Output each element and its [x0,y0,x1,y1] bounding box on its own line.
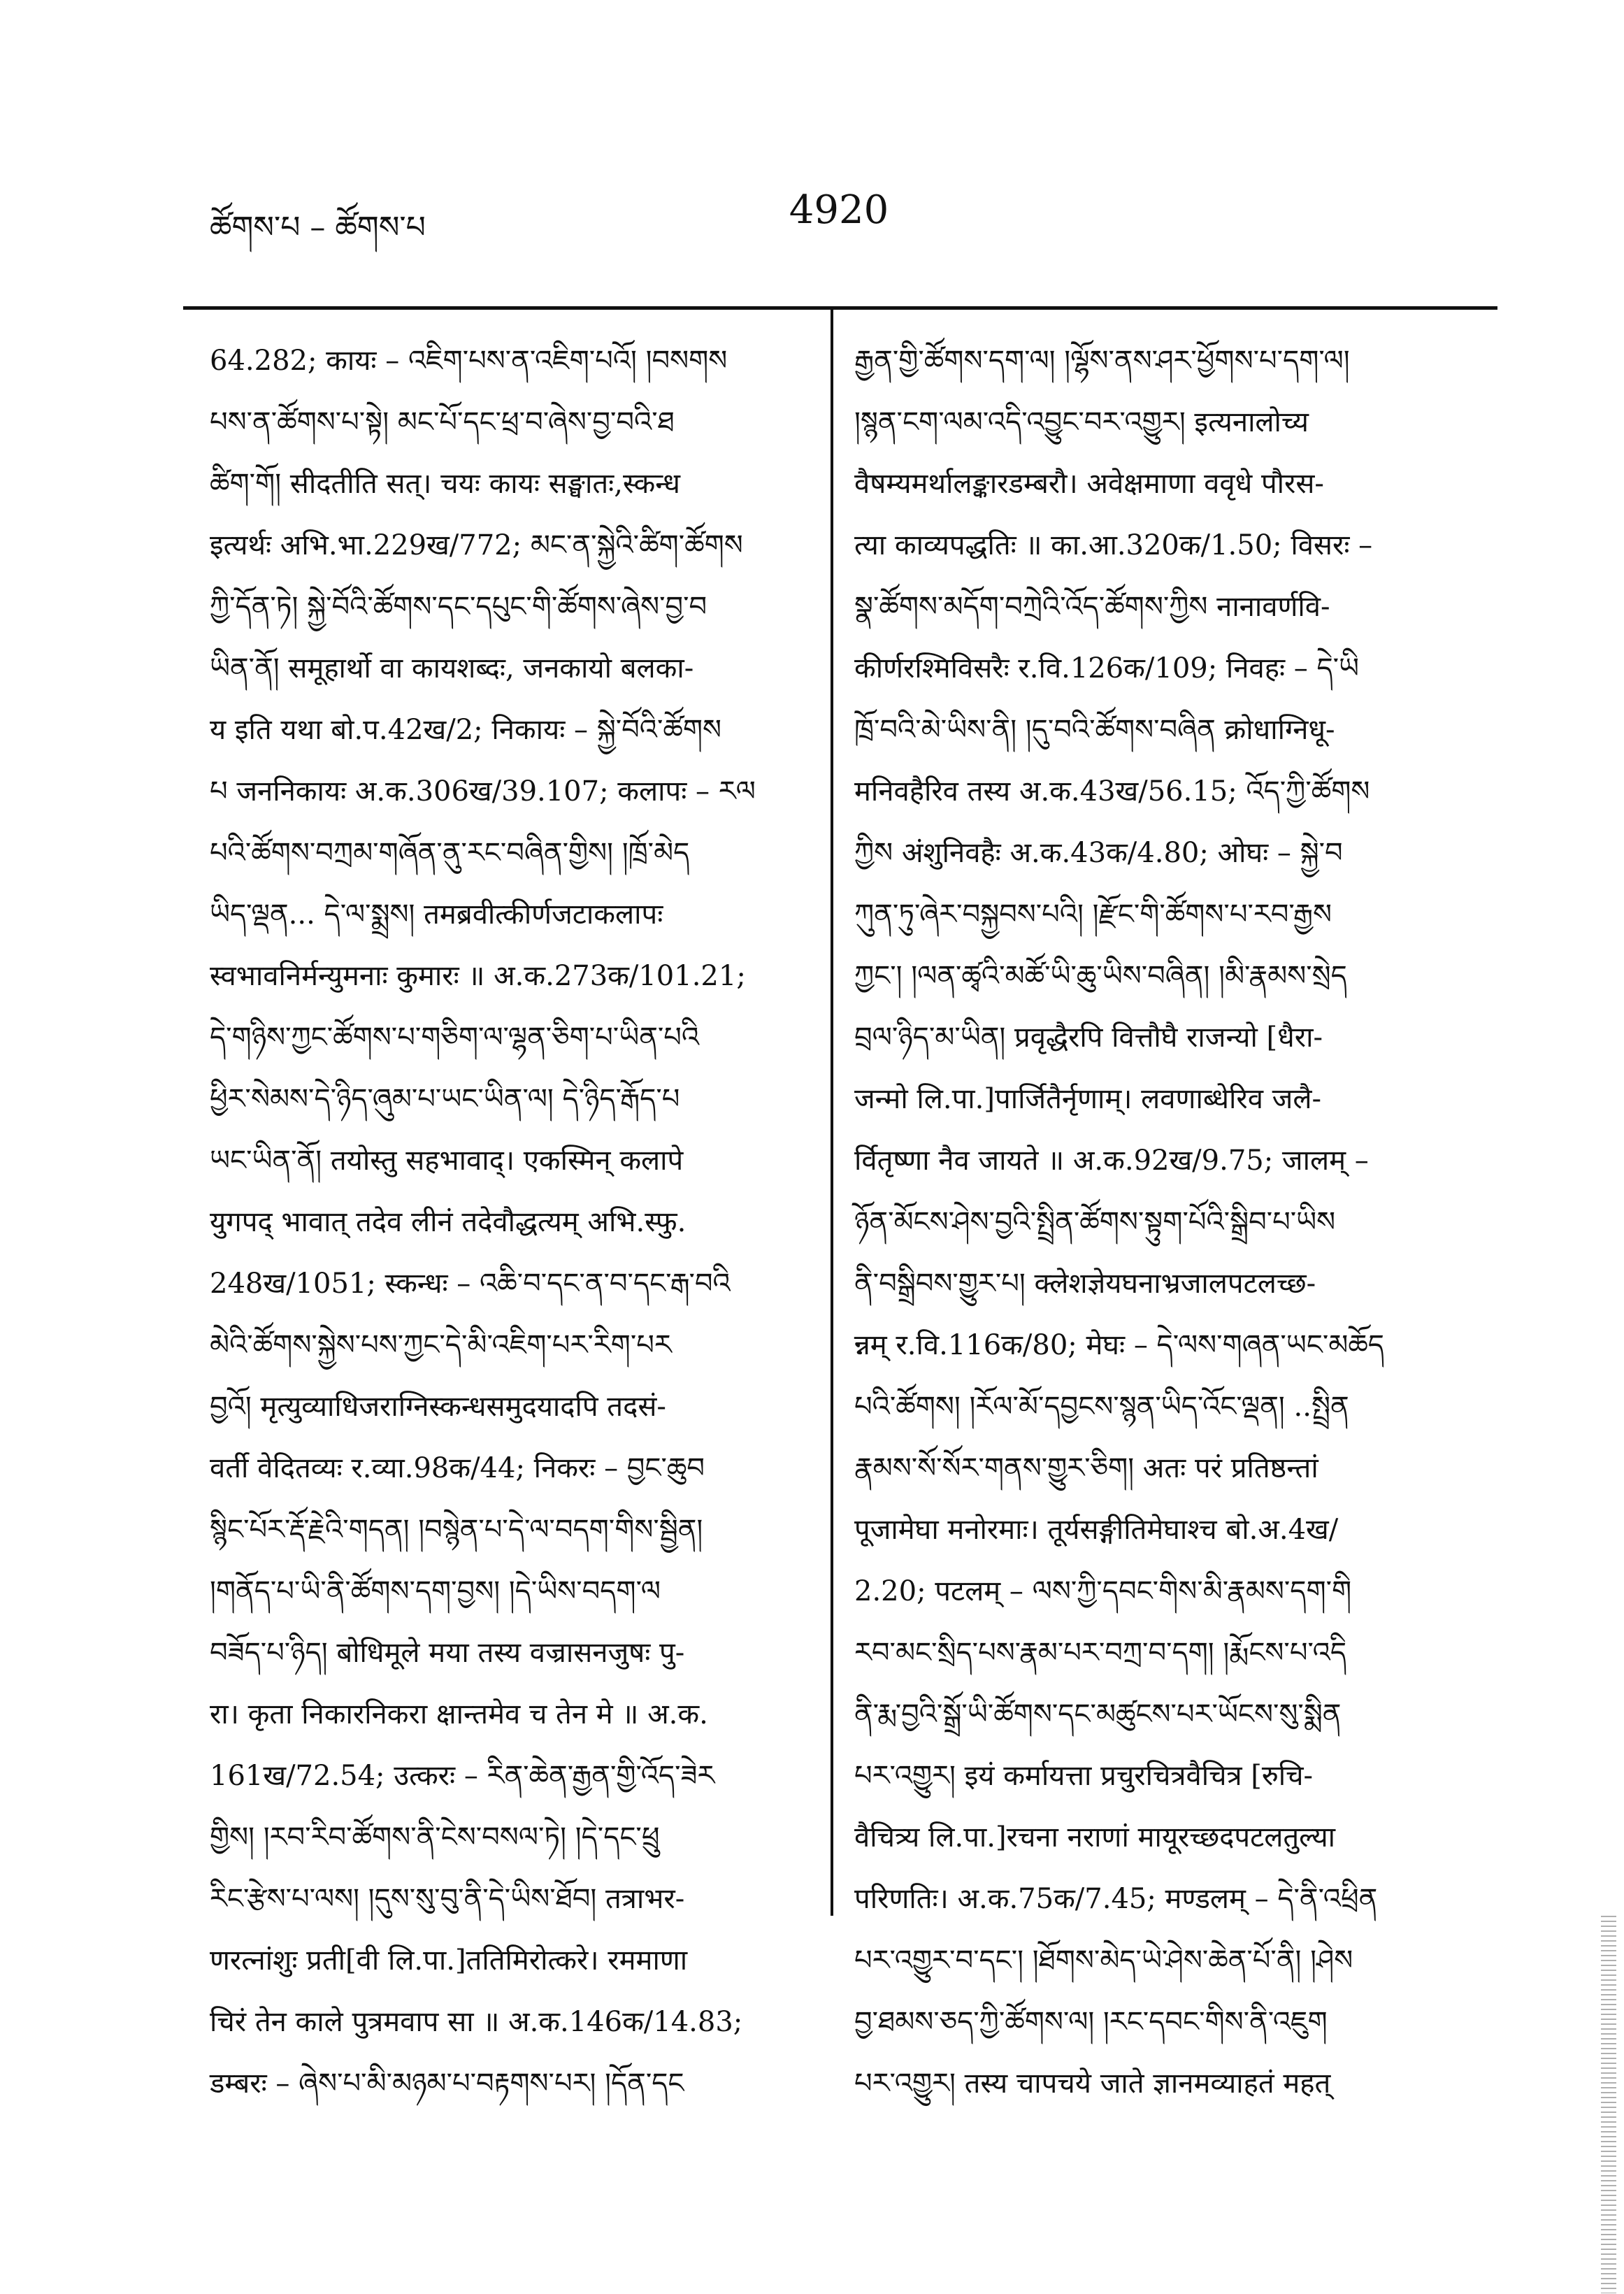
right-column-line: རྣམས་སོ་སོར་གནས་གྱུར་ཅིག། अतः परं प्रतिष्ठन्तां [854,1452,1318,1484]
left-column-line: ཚིག་གོ། सीदतीति सत्। चयः कायः सङ्घातः,स्कन्ध [210,468,680,500]
left-column-line: स्वभावनिर्मन्युमनाः कुमारः ॥ अ.क.273क/101.21; [210,960,746,992]
left-column-line: གྱིས། །རབ་རིབ་ཚོགས་ནི་ངེས་བསལ་ཏེ། །དེ་དང་ཕྲུ [210,1821,660,1854]
left-column-line: युगपद् भावात् तदेव लीनं तदेवौद्धत्यम् अभि.स्फु. [210,1206,687,1238]
right-column-line: བྱ་ཐམས་ཅད་ཀྱི་ཚོགས་ལ། །རང་དབང་གིས་ནི་འཇུག [854,2006,1328,2038]
right-column-line: པར་འགྱུར་བ་དང་། །ཐོགས་མེད་ཡེ་ཤེས་ཆེན་པོ་ནི། །ཤེས [854,1944,1353,1977]
left-column-line: रा। कृता निकारनिकरा क्षान्तमेव च तेन मे ॥ अ.क. [210,1698,708,1730]
left-column-line: 64.282; कायः – འཇིག་པས་ན་འཇིག་པའོ། །བསགས [210,345,728,377]
left-column-line: བྱའོ། मृत्युव्याधिजराग्निस्कन्धसमुदयादपि तदसं- [210,1391,666,1423]
right-column-line: 2.20; पटलम् – ལས་ཀྱི་དབང་གིས་མི་རྣམས་དག་གི [854,1575,1352,1607]
left-column-line: པས་ན་ཚོགས་པ་སྟེ། མང་པོ་དང་ཕྲ་བ་ཞེས་བྱ་བའི་ཐ [210,406,675,438]
right-column [854,330,1476,2100]
left-column-line: 161ख/72.54; उत्करः – རིན་ཆེན་རྒྱན་གྱི་འོད་ཟེར [210,1760,715,1792]
right-column-line: मनिवहैरिव तस्य अ.क.43ख/56.15; འོད་ཀྱི་ཚོགས [854,775,1370,808]
left-column [210,330,811,2100]
scan-edge-mark [1601,1916,1616,2293]
left-column-line: इत्यर्थः अभि.भा.229ख/772; མང་ན་སྐྱེའི་ཚིག་ཚོགས [210,529,743,561]
right-column-line: ཀུན་ཏུ་ཞེར་བསྐྱབས་པའི། །རྫོང་གི་ཚོགས་པ་རབ་རྒྱས [854,898,1332,931]
right-column-line: ནི་རྨ་བྱའི་སྒྲོ་ཡི་ཚོགས་དང་མཚུངས་པར་ཡོངས་སུ་སྨིན [854,1698,1342,1730]
right-column-line: पूजामेघा मनोरमाः। तूर्यसङ्गीतिमेघाश्च बो.अ.4ख/ [854,1514,1339,1546]
right-column-line: ནི་བསྒྲིབས་གྱུར་པ། क्लेशज्ञेयघनाभ्रजालपटलच्छ- [854,1268,1316,1300]
left-column-line: ཡིན་ནོ། समूहार्थो वा कायशब्दः, जनकायो बलका- [210,652,694,684]
left-column-line: य इति यथा बो.प.42ख/2; निकायः – སྐྱེ་བོའི་ཚོགས [210,714,721,746]
running-head: ཚོགས་པ – ཚོགས་པ [210,210,426,245]
left-column-line: 248ख/1051; स्कन्धः – འཆི་བ་དང་ན་བ་དང་རྒ་བའི [210,1268,731,1300]
right-column-line: त्या काव्यपद्धतिः ॥ का.आ.320क/1.50; विसरः – [854,529,1373,561]
right-column-line: སྣ་ཚོགས་མདོག་བཀྲེའི་འོད་ཚོགས་ཀྱིས नानावर्णवि- [854,591,1330,623]
right-column-line: རྒྱན་གྱི་ཚོགས་དག་ལ། །ལྷོས་ནས་ཤར་ཕྱོགས་པ་དག་ལ། [854,345,1350,377]
right-column-line: པར་འགྱུར། इयं कर्मायत्ता प्रचुरचित्रवैचित्र [रुचि- [854,1760,1314,1792]
right-column-line: वैचित्र्य लि.पा.]रचना नराणां मायूरच्छदपटलतुल्या [854,1821,1336,1854]
right-column-line: པར་འགྱུར། तस्य चापचये जाते ज्ञानमव्याहतं महत् [854,2067,1331,2100]
right-column-line: जन्मो लि.पा.]पार्जितैर्नृणाम्। लवणाब्धेरिव जलै- [854,1083,1321,1115]
left-column-line: ཕྱིར་སེམས་དེ་ཉིད་ཞུམ་པ་ཡང་ཡིན་ལ། དེ་ཉིད་རྒོད་པ [210,1083,680,1115]
left-column-line: མེའི་ཚོགས་སྐྱེས་པས་ཀྱང་དེ་མི་འཇིག་པར་རིག་པར [210,1329,672,1361]
right-column-line: ཁྲོ་བའི་མེ་ཡིས་ནི། །དུ་བའི་ཚོགས་བཞིན क्रोधाग्निधू- [854,714,1335,746]
right-column-line: कीर्णरश्मिविसरैः र.वि.126क/109; निवहः – དེ་ཡི [854,652,1360,684]
left-column-line: དེ་གཉིས་ཀྱང་ཚོགས་པ་གཅིག་ལ་ལྷན་ཅིག་པ་ཡིན་པའི [210,1021,700,1054]
left-column-line: །གནོད་པ་ཡི་ནི་ཚོགས་དག་བྱས། །དེ་ཡིས་བདག་ལ [210,1575,661,1607]
left-column-line: डम्बरः – ཞེས་པ་མི་མཉམ་པ་བརྟགས་པར། །དོན་དང [210,2067,684,2100]
right-column-line: वैषम्यमर्थालङ्कारडम्बरौ। अवेक्षमाणा ववृधे पौरस- [854,468,1324,500]
right-column-line: ཉོན་མོངས་ཤེས་བྱའི་སྤྲིན་ཚོགས་སྟུག་པོའི་སྒྲིབ་པ་ཡིས [854,1206,1336,1238]
right-column-line: པའི་ཚོགས། །རོལ་མོ་དབྱངས་སྙན་ཡིད་འོང་ལྡན། ..སྤྲིན [854,1391,1349,1423]
left-column-line: རིང་རྩེས་པ་ལས། །དུས་སུ་བུ་ནི་དེ་ཡིས་ཐོབ། तत्राभर- [210,1883,685,1915]
left-column-line: ཀྱི་དོན་ཏེ། སྐྱེ་བོའི་ཚོགས་དང་དཔུང་གི་ཚོགས་ཞེས་བྱ་བ [210,591,707,623]
header-rule [183,306,1497,310]
column-divider [831,308,833,1916]
left-column-line: པ जननिकायः अ.क.306ख/39.107; कलापः – རལ [210,775,756,808]
right-column-line: परिणतिः। अ.क.75क/7.45; मण्डलम् – དེ་ནི་འཕྲིན [854,1883,1378,1915]
right-column-line: རབ་མང་སྲིད་པས་རྣམ་པར་བཀྲ་བ་དག། །རྨོངས་པ་འདི [854,1637,1347,1669]
left-column-line: བཟོད་པ་ཉིད། बोधिमूले मया तस्य वज्रासनजुषः पु- [210,1637,685,1669]
right-column-line: न्नम् र.वि.116क/80; मेघः – དེ་ལས་གཞན་ཡང་མཆོད [854,1329,1384,1361]
left-column-line: སྙིང་པོར་རྡོ་རྗེའི་གདན། །བསྙེན་པ་དེ་ལ་བདག་གིས་སྦྱིན། [210,1514,703,1546]
left-column-line: वर्ती वेदितव्यः र.व्या.98क/44; निकरः – བྱང་ཆུབ [210,1452,705,1484]
left-column-line: चिरं तेन काले पुत्रमवाप सा ॥ अ.क.146क/14.83; [210,2006,743,2038]
right-column-line: བྲལ་ཉིད་མ་ཡིན། प्रवृद्धैरपि वित्तौघै राजन्यो [धैरा- [854,1021,1323,1054]
right-column-line: ཀྱིས अंशुनिवहैः अ.क.43क/4.80; ओघः – སྐྱེ་བ [854,837,1343,869]
right-column-line: །སྙན་ངག་ལམ་འདི་འབྱུང་བར་འགྱུར། इत्यनालोच्य [854,406,1309,438]
right-column-line: ཀྱང་། །ལན་ཚྭའི་མཚོ་ཡི་ཆུ་ཡིས་བཞིན། །མི་རྣམས་སྲེད [854,960,1347,992]
right-column-line: र्वितृष्णा नैव जायते ॥ अ.क.92ख/9.75; जालम् – [854,1145,1369,1177]
left-column-line: ཡང་ཡིན་ནོ། तयोस्तु सहभावाद्। एकस्मिन् कलापे [210,1145,684,1177]
page-number: 4920 [789,187,889,233]
left-column-line: णरत्नांशुः प्रती[वी लि.पा.]ततिमिरोत्करे। रममाणा [210,1944,688,1977]
left-column-line: ཡིད་ལྡན... དེ་ལ་སྨྲས། तमब्रवीत्कीर्णजटाकलापः [210,898,663,931]
left-column-line: པའི་ཚོགས་བཀྲམ་གཞོན་ནུ་རང་བཞིན་གྱིས། །ཁྲོ་མེད [210,837,690,869]
